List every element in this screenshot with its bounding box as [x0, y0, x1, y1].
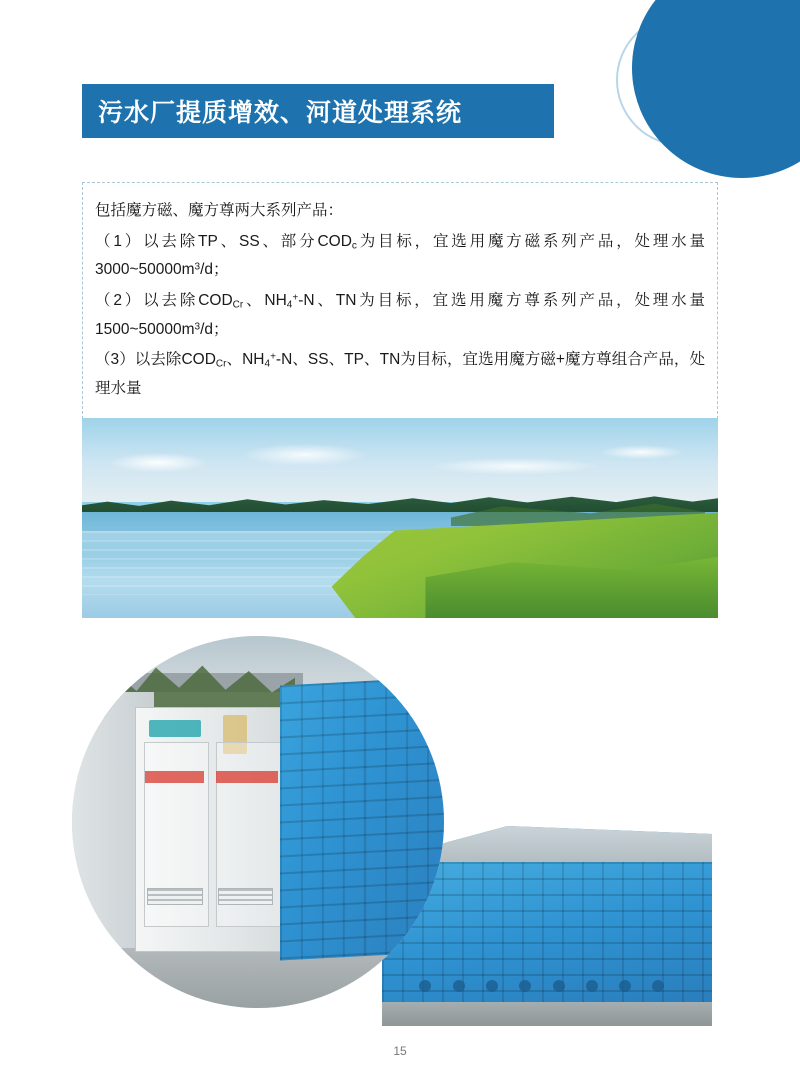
- item3-sup-plus: +: [270, 351, 276, 363]
- warning-sign-left: [145, 771, 204, 783]
- page-title-bar: [82, 84, 554, 138]
- item2-suffix: /d；: [200, 320, 229, 338]
- item1-suffix: /d；: [200, 261, 229, 279]
- list-item-3: [95, 346, 705, 403]
- decorative-circle: [632, 0, 800, 178]
- item1-sup-3: 3: [194, 261, 201, 273]
- list-item-1: [95, 228, 705, 285]
- blue-modular-panel: [280, 676, 444, 960]
- item2-sub-4: 4: [286, 299, 293, 311]
- item3-sub-4: 4: [264, 358, 271, 370]
- equipment-container-cabinet: [135, 707, 291, 953]
- item1-prefix: （1）以去除TP、SS、部分COD: [95, 232, 352, 250]
- containerized-equipment-photo: [72, 636, 444, 1008]
- equipment-ground: [72, 948, 444, 1008]
- photo-clouds: [82, 434, 718, 486]
- item2-mid2: -N、TN为目标，宜选用魔方尊系列产品，处理水量1500~50000m: [95, 292, 705, 338]
- company-logo: [149, 720, 201, 737]
- warning-sign-right: [216, 771, 278, 783]
- vent-grille-right: [218, 888, 274, 905]
- item3-mid2: -N、SS、TP、TN为目标，宜选用魔方磁+魔方尊组合产品，处理水量: [95, 351, 705, 398]
- page-title: 污水厂提质增效、河道处理系统: [98, 99, 463, 127]
- page-number: 15: [393, 1044, 407, 1058]
- list-item-2: [95, 287, 705, 344]
- item2-prefix: （2）以去除COD: [95, 292, 233, 310]
- content-box: [82, 182, 718, 419]
- item1-mid: 为目标，宜选用魔方磁系列产品，处理水量3000~50000m: [95, 232, 705, 279]
- item3-mid1: 、NH: [226, 351, 265, 369]
- tank-port-row: [408, 980, 685, 994]
- item2-sup-plus: +: [292, 292, 299, 304]
- item2-mid1: 、NH: [243, 292, 287, 310]
- item3-prefix: （3）以去除COD: [95, 351, 216, 369]
- vent-grille-left: [147, 888, 203, 905]
- item2-sup-3: 3: [194, 321, 201, 333]
- item3-sub-cr: Cr: [215, 358, 227, 370]
- intro-paragraph: 包括魔方磁、魔方尊两大系列产品：: [95, 202, 344, 219]
- item2-sub-cr: Cr: [232, 299, 244, 311]
- river-wetland-photo: [82, 418, 718, 618]
- equipment-photo-wrapper: [72, 636, 444, 1008]
- item1-sub-c: c: [351, 240, 357, 252]
